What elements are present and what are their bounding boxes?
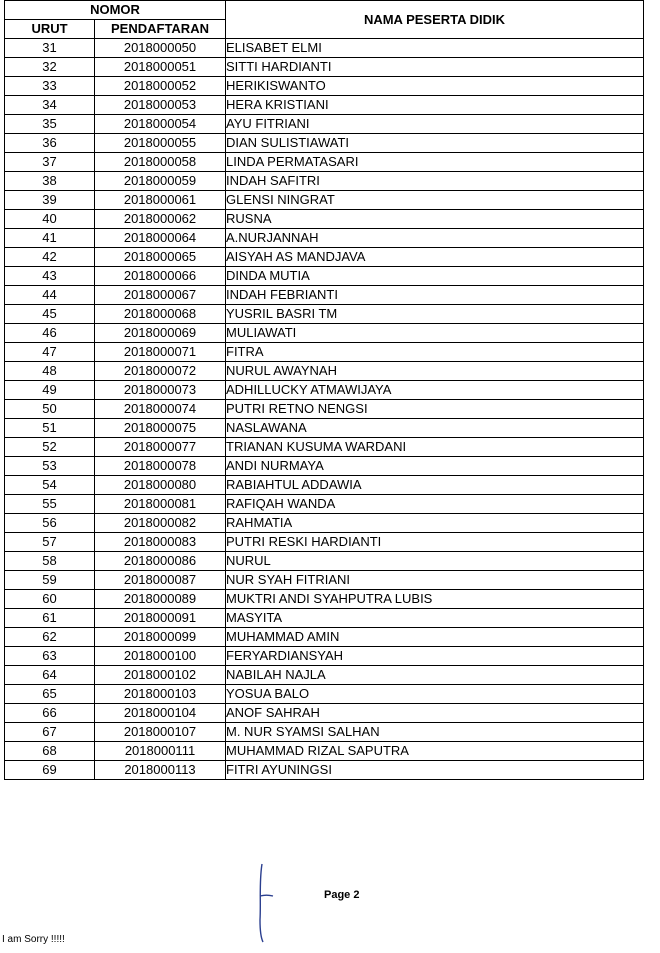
cell-pendaftaran: 2018000058 xyxy=(95,153,226,172)
table-row xyxy=(5,172,644,191)
cell-pendaftaran: 2018000072 xyxy=(95,362,226,381)
cell-nama: A.NURJANNAH xyxy=(226,229,644,248)
table-row xyxy=(5,305,644,324)
cell-pendaftaran: 2018000113 xyxy=(95,761,226,780)
cell-urut: 38 xyxy=(5,172,95,191)
cell-nama: HERIKISWANTO xyxy=(226,77,644,96)
cell-nama: RAFIQAH WANDA xyxy=(226,495,644,514)
cell-urut: 46 xyxy=(5,324,95,343)
cell-pendaftaran: 2018000071 xyxy=(95,343,226,362)
cell-pendaftaran: 2018000083 xyxy=(95,533,226,552)
table-row xyxy=(5,571,644,590)
cell-urut: 39 xyxy=(5,191,95,210)
table-row xyxy=(5,685,644,704)
cell-pendaftaran: 2018000053 xyxy=(95,96,226,115)
cell-nama: RABIAHTUL ADDAWIA xyxy=(226,476,644,495)
cell-urut: 64 xyxy=(5,666,95,685)
header-urut: URUT xyxy=(5,20,95,39)
cell-nama: INDAH SAFITRI xyxy=(226,172,644,191)
cell-nama: FITRI AYUNINGSI xyxy=(226,761,644,780)
cell-urut: 40 xyxy=(5,210,95,229)
table-row xyxy=(5,267,644,286)
cell-urut: 59 xyxy=(5,571,95,590)
cell-nama: TRIANAN KUSUMA WARDANI xyxy=(226,438,644,457)
cell-pendaftaran: 2018000068 xyxy=(95,305,226,324)
cell-nama: RUSNA xyxy=(226,210,644,229)
cell-urut: 68 xyxy=(5,742,95,761)
cell-pendaftaran: 2018000080 xyxy=(95,476,226,495)
cell-nama: HERA KRISTIANI xyxy=(226,96,644,115)
cell-urut: 47 xyxy=(5,343,95,362)
cell-urut: 42 xyxy=(5,248,95,267)
cell-nama: LINDA PERMATASARI xyxy=(226,153,644,172)
cell-pendaftaran: 2018000059 xyxy=(95,172,226,191)
table-row xyxy=(5,381,644,400)
table-row xyxy=(5,647,644,666)
cell-pendaftaran: 2018000086 xyxy=(95,552,226,571)
cell-pendaftaran: 2018000061 xyxy=(95,191,226,210)
table-row xyxy=(5,552,644,571)
cell-nama: ANOF SAHRAH xyxy=(226,704,644,723)
table-row xyxy=(5,343,644,362)
cell-urut: 69 xyxy=(5,761,95,780)
table-row xyxy=(5,400,644,419)
page-number: Page 2 xyxy=(324,889,360,901)
header-pendaftaran: PENDAFTARAN xyxy=(95,20,226,39)
cell-urut: 65 xyxy=(5,685,95,704)
table-row xyxy=(5,438,644,457)
table-row xyxy=(5,514,644,533)
table-row xyxy=(5,476,644,495)
cell-urut: 31 xyxy=(5,39,95,58)
cell-nama: FITRA xyxy=(226,343,644,362)
cell-urut: 43 xyxy=(5,267,95,286)
cell-urut: 32 xyxy=(5,58,95,77)
cell-nama: NABILAH NAJLA xyxy=(226,666,644,685)
cell-pendaftaran: 2018000104 xyxy=(95,704,226,723)
cell-nama: MASYITA xyxy=(226,609,644,628)
cell-urut: 44 xyxy=(5,286,95,305)
cell-nama: INDAH FEBRIANTI xyxy=(226,286,644,305)
table-row xyxy=(5,210,644,229)
table-row xyxy=(5,742,644,761)
cell-nama: MUHAMMAD AMIN xyxy=(226,628,644,647)
footer-note: I am Sorry !!!!! xyxy=(2,934,65,945)
cell-urut: 36 xyxy=(5,134,95,153)
cell-pendaftaran: 2018000111 xyxy=(95,742,226,761)
cell-nama: AISYAH AS MANDJAVA xyxy=(226,248,644,267)
cell-pendaftaran: 2018000089 xyxy=(95,590,226,609)
cell-urut: 67 xyxy=(5,723,95,742)
cell-pendaftaran: 2018000051 xyxy=(95,58,226,77)
cell-urut: 52 xyxy=(5,438,95,457)
cell-urut: 66 xyxy=(5,704,95,723)
cell-urut: 48 xyxy=(5,362,95,381)
cell-nama: PUTRI RETNO NENGSI xyxy=(226,400,644,419)
cell-pendaftaran: 2018000052 xyxy=(95,77,226,96)
table-body xyxy=(5,39,644,780)
cell-nama: DINDA MUTIA xyxy=(226,267,644,286)
cell-urut: 58 xyxy=(5,552,95,571)
cell-urut: 60 xyxy=(5,590,95,609)
cell-nama: RAHMATIA xyxy=(226,514,644,533)
signature-mark xyxy=(250,862,280,944)
cell-nama: ADHILLUCKY ATMAWIJAYA xyxy=(226,381,644,400)
cell-urut: 33 xyxy=(5,77,95,96)
table-row xyxy=(5,324,644,343)
cell-urut: 56 xyxy=(5,514,95,533)
cell-urut: 37 xyxy=(5,153,95,172)
table-row xyxy=(5,457,644,476)
cell-pendaftaran: 2018000054 xyxy=(95,115,226,134)
cell-pendaftaran: 2018000073 xyxy=(95,381,226,400)
cell-pendaftaran: 2018000055 xyxy=(95,134,226,153)
cell-urut: 51 xyxy=(5,419,95,438)
cell-nama: FERYARDIANSYAH xyxy=(226,647,644,666)
table-row xyxy=(5,134,644,153)
cell-pendaftaran: 2018000075 xyxy=(95,419,226,438)
cell-urut: 61 xyxy=(5,609,95,628)
cell-nama: YOSUA BALO xyxy=(226,685,644,704)
cell-pendaftaran: 2018000091 xyxy=(95,609,226,628)
table-row xyxy=(5,761,644,780)
cell-nama: GLENSI NINGRAT xyxy=(226,191,644,210)
cell-pendaftaran: 2018000103 xyxy=(95,685,226,704)
table-row xyxy=(5,39,644,58)
header-nomor: NOMOR xyxy=(5,1,226,20)
cell-urut: 49 xyxy=(5,381,95,400)
cell-pendaftaran: 2018000099 xyxy=(95,628,226,647)
table-row xyxy=(5,590,644,609)
cell-urut: 45 xyxy=(5,305,95,324)
cell-nama: ANDI NURMAYA xyxy=(226,457,644,476)
cell-pendaftaran: 2018000100 xyxy=(95,647,226,666)
table-row xyxy=(5,495,644,514)
table-row xyxy=(5,533,644,552)
table-row xyxy=(5,628,644,647)
table-row xyxy=(5,191,644,210)
table-row xyxy=(5,77,644,96)
cell-nama: MUKTRI ANDI SYAHPUTRA LUBIS xyxy=(226,590,644,609)
cell-nama: MULIAWATI xyxy=(226,324,644,343)
cell-nama: ELISABET ELMI xyxy=(226,39,644,58)
table-row xyxy=(5,58,644,77)
cell-urut: 55 xyxy=(5,495,95,514)
table-row xyxy=(5,609,644,628)
table-header xyxy=(5,1,644,39)
participant-table xyxy=(4,0,644,780)
cell-nama: MUHAMMAD RIZAL SAPUTRA xyxy=(226,742,644,761)
table-row xyxy=(5,153,644,172)
table-row xyxy=(5,723,644,742)
cell-pendaftaran: 2018000074 xyxy=(95,400,226,419)
table-row xyxy=(5,666,644,685)
cell-nama: NURUL AWAYNAH xyxy=(226,362,644,381)
cell-pendaftaran: 2018000082 xyxy=(95,514,226,533)
cell-nama: PUTRI RESKI HARDIANTI xyxy=(226,533,644,552)
cell-pendaftaran: 2018000064 xyxy=(95,229,226,248)
cell-nama: AYU FITRIANI xyxy=(226,115,644,134)
cell-nama: DIAN SULISTIAWATI xyxy=(226,134,644,153)
cell-pendaftaran: 2018000078 xyxy=(95,457,226,476)
cell-nama: SITTI HARDIANTI xyxy=(226,58,644,77)
cell-nama: NASLAWANA xyxy=(226,419,644,438)
cell-urut: 35 xyxy=(5,115,95,134)
cell-pendaftaran: 2018000087 xyxy=(95,571,226,590)
cell-pendaftaran: 2018000067 xyxy=(95,286,226,305)
cell-urut: 53 xyxy=(5,457,95,476)
cell-pendaftaran: 2018000050 xyxy=(95,39,226,58)
cell-nama: NUR SYAH FITRIANI xyxy=(226,571,644,590)
cell-nama: M. NUR SYAMSI SALHAN xyxy=(226,723,644,742)
cell-pendaftaran: 2018000065 xyxy=(95,248,226,267)
cell-pendaftaran: 2018000069 xyxy=(95,324,226,343)
table-row xyxy=(5,419,644,438)
cell-pendaftaran: 2018000102 xyxy=(95,666,226,685)
cell-urut: 34 xyxy=(5,96,95,115)
cell-urut: 57 xyxy=(5,533,95,552)
table-row xyxy=(5,286,644,305)
table-row xyxy=(5,248,644,267)
table-row xyxy=(5,96,644,115)
table-row xyxy=(5,229,644,248)
header-nama-peserta-didik: NAMA PESERTA DIDIK xyxy=(226,1,644,39)
cell-pendaftaran: 2018000066 xyxy=(95,267,226,286)
cell-pendaftaran: 2018000062 xyxy=(95,210,226,229)
table-row xyxy=(5,362,644,381)
cell-urut: 62 xyxy=(5,628,95,647)
cell-urut: 41 xyxy=(5,229,95,248)
table-row xyxy=(5,704,644,723)
cell-nama: YUSRIL BASRI TM xyxy=(226,305,644,324)
cell-nama: NURUL xyxy=(226,552,644,571)
cell-pendaftaran: 2018000107 xyxy=(95,723,226,742)
cell-urut: 54 xyxy=(5,476,95,495)
table-row xyxy=(5,115,644,134)
cell-urut: 63 xyxy=(5,647,95,666)
cell-urut: 50 xyxy=(5,400,95,419)
cell-pendaftaran: 2018000077 xyxy=(95,438,226,457)
cell-pendaftaran: 2018000081 xyxy=(95,495,226,514)
